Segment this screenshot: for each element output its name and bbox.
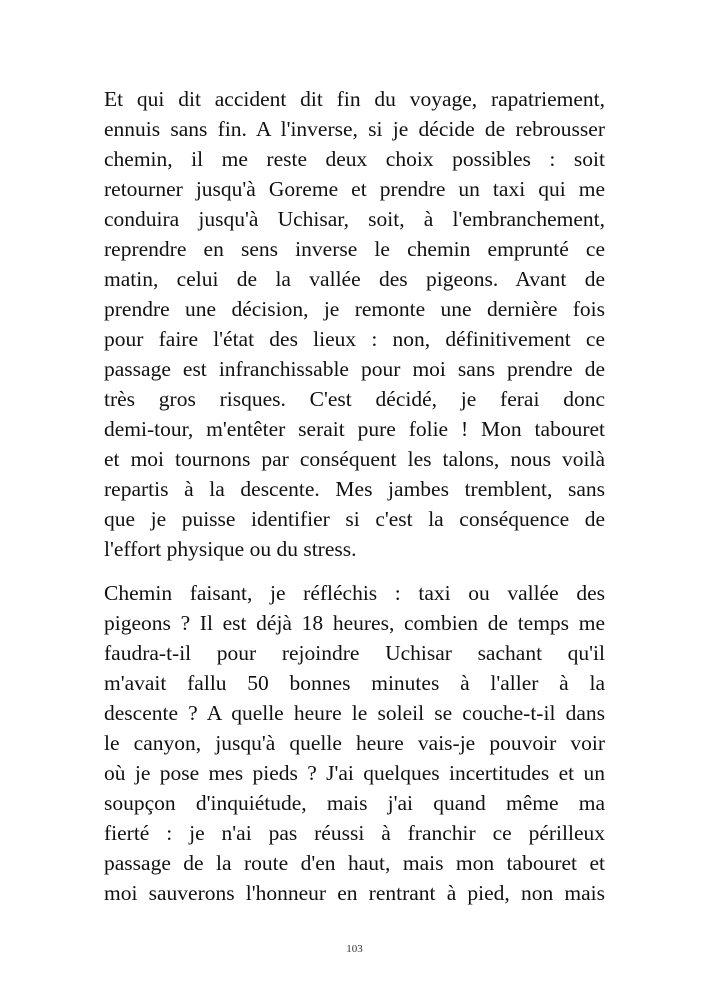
- text-line: m'avait fallu 50 bonnes minutes à l'aller à la: [104, 671, 605, 695]
- paragraph-1: [104, 84, 605, 564]
- text-line: retourner jusqu'à Goreme et prendre un taxi qui me: [104, 177, 605, 201]
- text-line: ennuis sans fin. A l'inverse, si je décide de rebrousser: [104, 117, 605, 141]
- text-line: repartis à la descente. Mes jambes tremblent, sans: [104, 477, 605, 501]
- text-line: chemin, il me reste deux choix possibles : soit: [104, 147, 605, 171]
- text-line: le canyon, jusqu'à quelle heure vais-je pouvoir voir: [104, 731, 605, 755]
- text-line: passage de la route d'en haut, mais mon tabouret et: [104, 851, 605, 875]
- text-line: moi sauverons l'honneur en rentrant à pied, non mais: [104, 881, 605, 905]
- text-line: soupçon d'inquiétude, mais j'ai quand même ma: [104, 791, 605, 815]
- page-number: 103: [346, 943, 363, 955]
- text-line: conduira jusqu'à Uchisar, soit, à l'embranchement,: [104, 207, 605, 231]
- text-line: passage est infranchissable pour moi sans prendre de: [104, 357, 605, 381]
- text-line: pigeons ? Il est déjà 18 heures, combien de temps me: [104, 611, 605, 635]
- text-line: que je puisse identifier si c'est la conséquence de: [104, 507, 605, 531]
- text-line: très gros risques. C'est décidé, je ferai donc: [104, 387, 605, 411]
- text-line: Chemin faisant, je réfléchis : taxi ou vallée des: [104, 581, 605, 605]
- text-line: l'effort physique ou du stress.: [104, 537, 357, 561]
- text-line: matin, celui de la vallée des pigeons. Avant de: [104, 267, 605, 291]
- text-line: descente ? A quelle heure le soleil se couche-t-il dans: [104, 701, 605, 725]
- text-line: reprendre en sens inverse le chemin emprunté ce: [104, 237, 605, 261]
- text-line: pour faire l'état des lieux : non, définitivement ce: [104, 327, 605, 351]
- text-line: et moi tournons par conséquent les talons, nous voilà: [104, 447, 605, 471]
- text-line: Et qui dit accident dit fin du voyage, rapatriement,: [104, 87, 605, 111]
- text-line: prendre une décision, je remonte une dernière fois: [104, 297, 605, 321]
- text-line: où je pose mes pieds ? J'ai quelques incertitudes et un: [104, 761, 605, 785]
- text-line: fierté : je n'ai pas réussi à franchir ce périlleux: [104, 821, 605, 845]
- paragraph-2: [104, 578, 605, 908]
- text-line: faudra-t-il pour rejoindre Uchisar sachant qu'il: [104, 641, 605, 665]
- text-line: demi-tour, m'entêter serait pure folie ! Mon tabouret: [104, 417, 605, 441]
